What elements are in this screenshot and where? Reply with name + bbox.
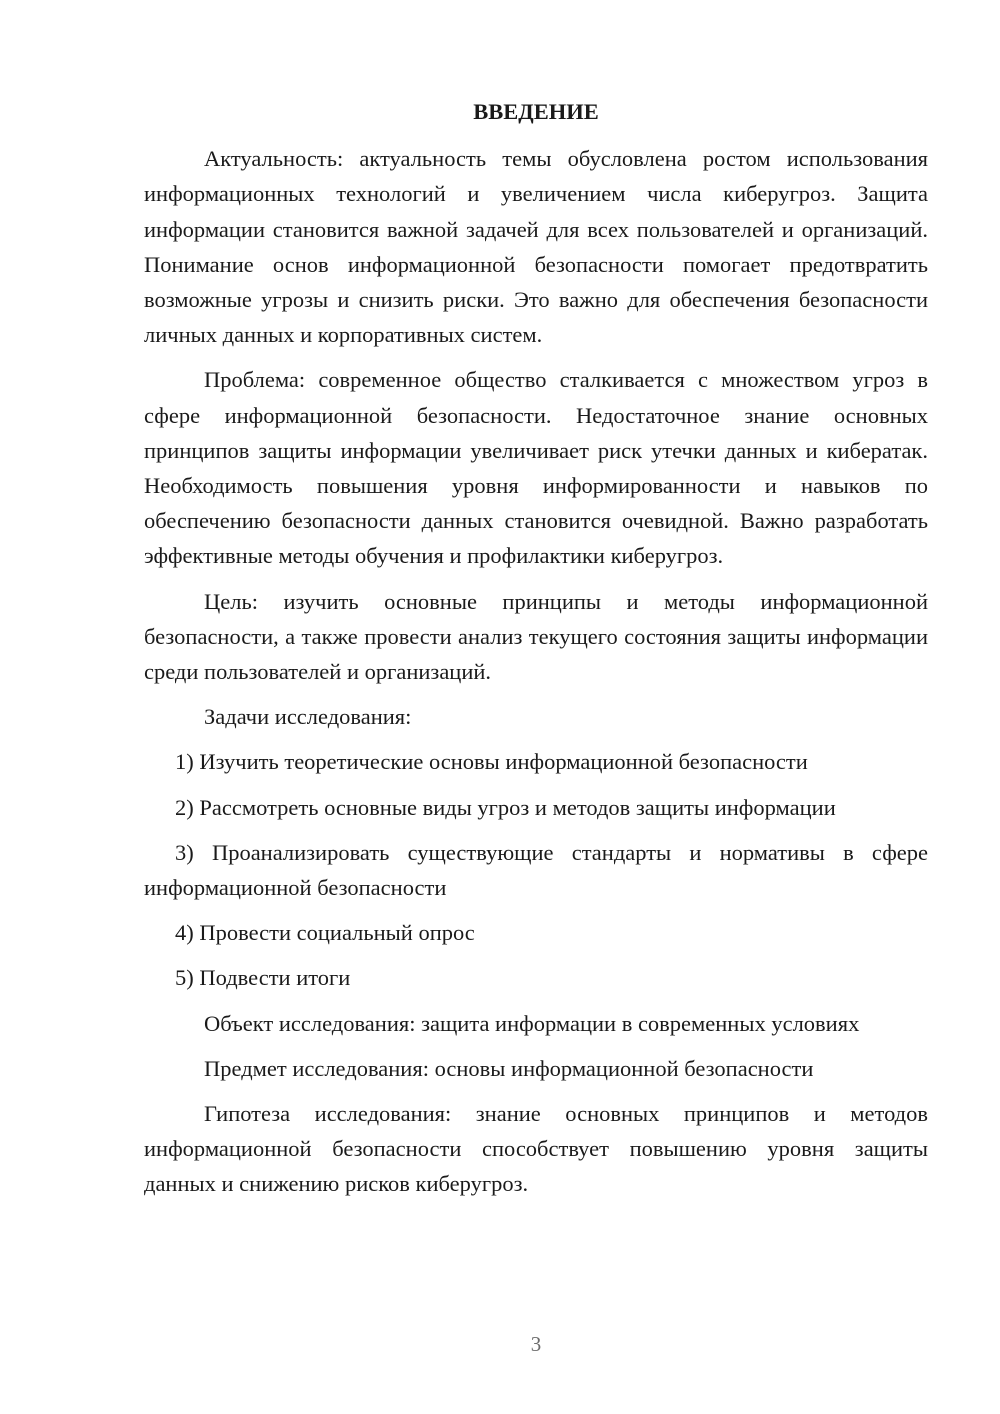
hypothesis-paragraph: Гипотеза исследования: знание основных принципов и методов информационной безопасности способствует повышению уровня защиты данных и снижению рисков киберугроз. [144,1101,928,1197]
page-number: 3 [530,1332,542,1356]
page-content [144,94,928,1212]
task-item: 3) Проанализировать существующие стандарты и нормативы в сфере информационной безопасности [144,839,928,901]
problem-paragraph: Проблема: современное общество сталкивается с множеством угроз в сфере информационной безопасности. Недостаточное знание основных принципов защиты информации увеличивает риск утечки данных и кибератак. Необходимость повышения уровня информированности и навыков по обеспечению безопасности данных становится очевидной. Важно разработать эффективные методы обучения и профилактики киберугроз. [144,367,928,569]
task-item: 4) Провести социальный опрос [175,920,475,946]
page-title: ВВЕДЕНИЕ [473,99,599,124]
relevance-paragraph: Актуальность: актуальность темы обусловлена ростом использования информационных технологий и увеличением числа киберугроз. Защита информации становится важной задачей для всех пользователей и организаций. Понимание основ информационной безопасности помогает предотвратить возможные угрозы и снизить риски. Это важно для обеспечения безопасности личных данных и корпоративных систем. [144,146,928,348]
subject-paragraph: Предмет исследования: основы информационной безопасности [204,1055,814,1081]
object-paragraph: Объект исследования: защита информации в современных условиях [204,1010,860,1036]
goal-paragraph: Цель: изучить основные принципы и методы информационной безопасности, а также провести анализ текущего состояния защиты информации среди пользователей и организаций. [144,588,928,685]
task-item: 1) Изучить теоретические основы информационной безопасности [175,749,808,775]
task-item: 2) Рассмотреть основные виды угроз и методов защиты информации [175,794,836,820]
task-item: 5) Подвести итоги [175,965,351,991]
tasks-heading: Задачи исследования: [204,704,412,730]
